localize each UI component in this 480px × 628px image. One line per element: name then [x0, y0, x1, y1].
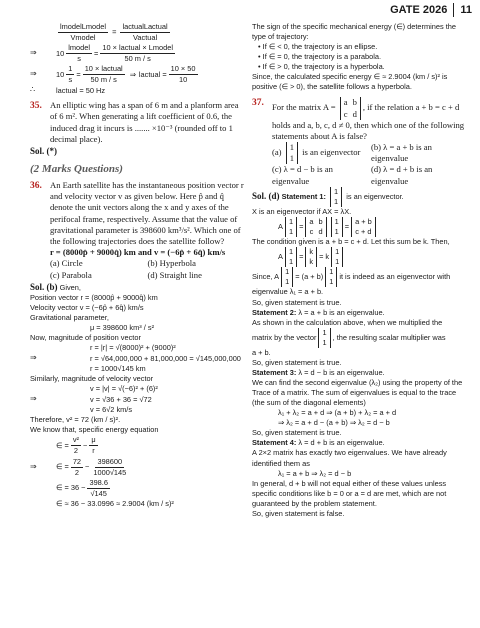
- question-35: 35. An elliptic wing has a span of 6 m and a planform area of 6 m². When generating a lift coefficient of 0.6, the induced drag it incurs is ....... ×10⁻³ (rounded off to 1 decimal place).: [30, 100, 245, 145]
- solution-35-label: Sol. (*): [30, 145, 57, 156]
- sol-line: r = √64,000,000 + 81,000,000 = √145,000,000: [90, 353, 241, 363]
- calc-line-4: ∴ lactual = 50 Hz: [30, 85, 106, 95]
- energy-eq-3: ∈ = 36 − $\frac{398.6}{√145}$: [56, 477, 108, 498]
- option-b: (b) Hyperbola: [147, 258, 196, 269]
- sol-line: Gravitational parameter,: [30, 313, 109, 323]
- option-a: (a) 1 1 is an eigenvector: [272, 142, 361, 164]
- question-36-vectors: r = (8000p̂ + 9000q̂) km and v = (−6p̂ + 6q̂) km/s: [50, 247, 226, 258]
- sol-line: v = 6√2 km/s: [90, 405, 133, 415]
- option-b: (b) λ = a + b is an eigenvalue: [371, 142, 432, 164]
- question-36: 36. An Earth satellite has the instantaneous position vector r and velocity vector v as given below. Here p̂ and q̂ denote the unit vectors along the x and y axes of the perifocal frame, respectively. Assume that the value of gravitational parameter is 398600 km³/s². Which one of the following trajectories does the satellite follow? r = (8000p̂ + 9000q̂) km and v = (−6p̂ + 6q̂) km/s (a) Circle (b) Hyperbola (c) Parabola (d) Straight line: [30, 180, 244, 280]
- right-column: [252, 22, 470, 519]
- eigen-calc: A 1 1 = a b c d 1 1 = a + b c + d: [252, 217, 470, 237]
- sol-line: v = |v| = √(−6)² + (6)²: [90, 384, 158, 394]
- question-36-text: An Earth satellite has the instantaneous position vector r and velocity vector v as given below. Here p̂ and q̂ denote the unit vectors along the x and y axes of the perifocal frame, respectively. Assume that the value of gravitational parameter is 398600 km³/s². Which one of the following trajectories does the satellite follow?: [50, 180, 244, 246]
- sol-line: Position vector r = (8000p̂ + 9000q̂) km: [30, 292, 158, 302]
- page-header: [384, 0, 480, 20]
- sol-line: Therefore, v² = 72 (km / s)².: [30, 415, 121, 425]
- question-36-options: [50, 258, 245, 280]
- solution-37: Sol. (d) Statement 1: 1 1 is an eigenvector. X is an eigenvector if AX = λX. A 1 1 = a b c d 1 1 = a + b c + d The condition given is a + b = c + d. Let this sum be k. Then, A 1 1 = k k = k 1 1 Since, A 1 1 = (a + b) 1 1 it is indeed as an eigenvector with eigenvalue λ₁ = a + b. So, given statement is true. Statement 2: λ = a + b is an eigenvalue. As shown in the calculation above, when we multiplied the matrix by the vector 1 1 , the resulting scalar multiplier was a + b. So, given statement is true. Statement 3: λ = d − b is an eigenvalue. We can find the second eigenvalue (λ₂) using the property of the Trace of a matrix. The sum of eigenvalues is equal to the trace (the sum of the diagonal elements) λ₁ + λ₂ = a + d ⇒ (a + b) + λ₂ = a + d ⇒ λ₂ = a + d − (a + b) ⇒ λ₂ = d − b So, given statement is true. Statement 4: λ = d + b is an eigenvalue. A 2×2 matrix has exactly two eigenvalues. We have already identified them as λ₁ = a + b ⇒ λ₂ = d − b In general, d + b will not equal either of these values unless specific conditions like b = 0 or a = d are met, which are not guaranteed by the problem statement. So, given statement is false.: [252, 187, 470, 519]
- exam-title: GATE 2026: [384, 3, 454, 17]
- energy-eq-1: ∈ = $\frac{\text{v²}}{2}$ − $\frac{\mu}{r}$: [56, 435, 96, 456]
- sol-line: Velocity vector v = (−6p̂ + 6q̂) km/s: [30, 302, 144, 312]
- option-d: (d) λ = d + b is an eigenvalue: [371, 164, 433, 186]
- energy-intro: The sign of the specific mechanical energy (∈) determines the type of trajectory:: [252, 22, 457, 42]
- energy-eq-2: ⇒ ∈ = $\frac{72}{2}$ − $\frac{398600}{1000√145}$: [30, 456, 127, 477]
- calc-line-1: $\frac{\text{lmodelLmodel}}{\text{Vmodel}}$ = $\frac{\text{lactualLactual}}{\text{Vactual}}$: [60, 22, 168, 43]
- section-heading: (2 Marks Questions): [30, 163, 123, 176]
- sol-line: r = |r| = √(8000)² + (9000)²: [90, 343, 176, 353]
- solution-36: Sol. (b) Given, Position vector r = (8000p̂ + 9000q̂) km Velocity vector v = (−6p̂ + 6q̂) km/s Gravitational parameter, μ = 398600 km³ / s² Now, magnitude of position vector r = |r| = √(8000)² + (9000)² ⇒ r = √64,000,000 + 81,000,000 = √145,000,000 r = 1000√145 km Similarly, magnitude of velocity vector v = |v| = √(−6)² + (6)² ⇒ v = √36 + 36 = √72 v = 6√2 km/s Therefore, v² = 72 (km / s)². We know that, specific energy equation ∈ = $\frac{\text{v²}}{2}$ − $\frac{\mu}{r}$ ⇒ ∈ = $\frac{72}{2}$ − $\frac{398600}{1000√145}$ ∈ = 36 − $\frac{398.6}{√145}$ ∈ ≈ 36 − 33.0996 ≈ 2.9004 (km / s)²: [30, 281, 245, 509]
- question-37-text: holds and a, b, c, d ≠ 0, then which one of the following statements about A is false?: [272, 119, 465, 141]
- bullet-hyperbola: • If ∈ > 0, the trajectory is a hyperbola.: [258, 62, 385, 72]
- calc-line-2: ⇒ 10 $\frac{\text{lmodel}}{s}$ = $\frac{\text{10 × lactual × Lmodel}}{50 m / s}$: [30, 43, 174, 64]
- option-c: (c) Parabola: [50, 269, 92, 280]
- eigen-k: A 1 1 = k k = k 1 1: [252, 247, 470, 267]
- question-37: 37. For the matrix A = a b c d , if the relation a + b = c + d holds and a, b, c, d ≠ 0, then which one of the following statements about A is false? (a) 1 1 is an eigenvector (b) λ = a + b is an eigenvalue (c) λ = d − b is an eigenvalue (d) λ = d + b is an eigenvalue: [252, 97, 470, 186]
- sol-line: We know that, specific energy equation: [30, 425, 159, 435]
- left-column: [30, 22, 245, 509]
- sol-line: v = √36 + 36 = √72: [90, 394, 152, 404]
- sol-line: r = 1000√145 km: [90, 364, 146, 374]
- page-number: 11: [460, 4, 472, 16]
- bullet-parabola: • If ∈ = 0, the trajectory is a parabola.: [258, 52, 382, 62]
- energy-conclusion: Since, the calculated specific energy ∈ ≈ 2.9004 (km / s)² is positive (∈ > 0), the satellite follows a hyperbola.: [252, 72, 448, 92]
- option-d: (d) Straight line: [147, 269, 202, 280]
- bullet-ellipse: • If ∈ < 0, the trajectory is an ellipse.: [258, 42, 378, 52]
- sol-line: μ = 398600 km³ / s²: [90, 323, 155, 333]
- calc-line-3: ⇒ 10 $\frac{1}{s}$ = $\frac{\text{10 × lactual}}{50 m / s}$ ⇒ lactual = $\frac{10 \times 50}{10}$: [30, 64, 196, 85]
- question-37-options: [272, 142, 470, 187]
- question-35-text: An elliptic wing has a span of 6 m and a planform area of 6 m². When generating a lift coefficient of 0.6, the induced drag it incurs is ....... ×10⁻³ (rounded off to 1 decimal place).: [50, 100, 239, 144]
- matrix-a: a b c d: [340, 97, 361, 119]
- option-c: (c) λ = d − b is an eigenvalue: [272, 164, 333, 186]
- sol-line: Now, magnitude of position vector: [30, 333, 141, 343]
- energy-final: ∈ ≈ 36 − 33.0996 ≈ 2.9004 (km / s)²: [56, 498, 174, 508]
- sol-line: Similarly, magnitude of velocity vector: [30, 374, 154, 384]
- option-a: (a) Circle: [50, 258, 83, 269]
